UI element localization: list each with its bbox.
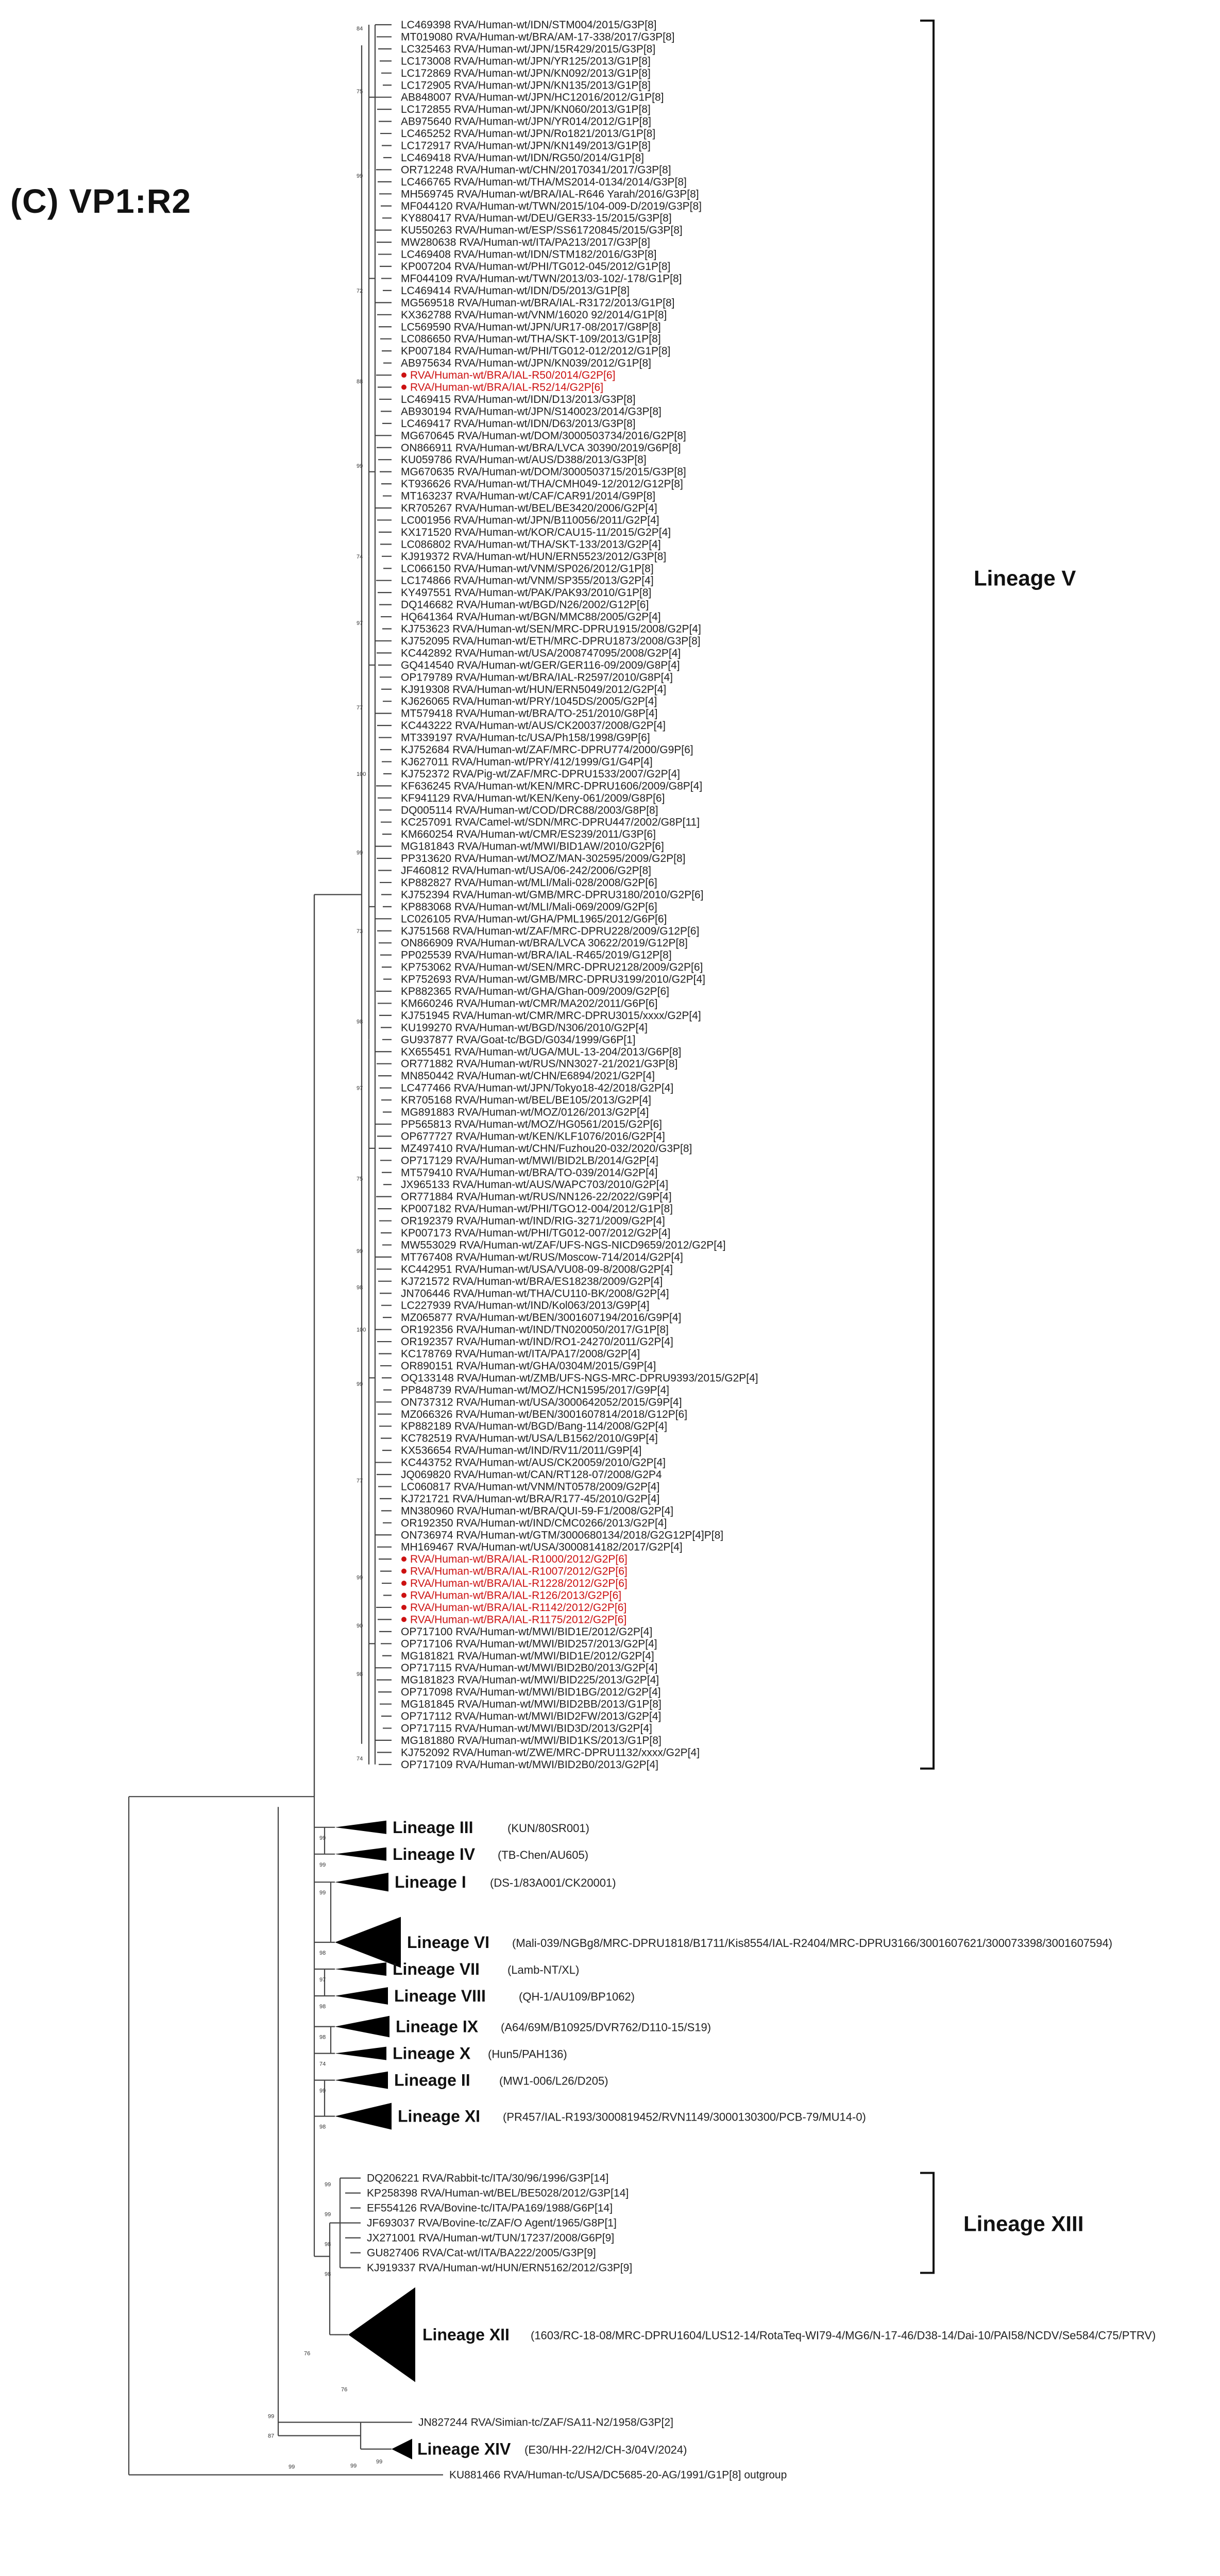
bootstrap-value: 99 [319, 1861, 326, 1868]
reference-strain-label: LC066150 RVA/Human-wt/VNM/SP026/2012/G1P[8] [401, 563, 654, 575]
reference-strain-label: LC569590 RVA/Human-wt/JPN/UR17-08/2017/G8P[8] [401, 321, 661, 333]
study-strain-marker [401, 1581, 406, 1586]
reference-strain-label: KC443222 RVA/Human-wt/AUS/CK20037/2008/G2P[4] [401, 720, 666, 732]
reference-strain-label: DQ206221 RVA/Rabbit-tc/ITA/30/96/1996/G3P[14] [367, 2172, 609, 2184]
reference-strain-label: GU827406 RVA/Cat-wt/ITA/BA222/2005/G3P[9] [367, 2247, 596, 2259]
reference-strain-label: KC442892 RVA/Human-wt/USA/2008747095/2008/G2P[4] [401, 647, 681, 659]
reference-strain-label: KJ752394 RVA/Human-wt/GMB/MRC-DPRU3180/2010/G2P[6] [401, 889, 704, 901]
reference-strain-label: OQ133148 RVA/Human-wt/ZMB/UFS-NGS-MRC-DPRU9393/2015/G2P[4] [401, 1372, 758, 1384]
lineage-v-bracket [920, 21, 934, 1769]
reference-strain-label: MG181821 RVA/Human-wt/MWI/BID1E/2012/G2P[4] [401, 1650, 654, 1662]
reference-strain-label: KP007204 RVA/Human-wt/PHI/TG012-045/2012/G1P[8] [401, 261, 671, 273]
study-strain-label: RVA/Human-wt/BRA/IAL-R126/2013/G2P[6] [410, 1589, 622, 1602]
reference-strain-label: HQ641364 RVA/Human-wt/BGN/MMC88/2005/G2P[4] [401, 611, 661, 623]
bootstrap-value: 99 [350, 2463, 357, 2469]
reference-strain-label: MH169467 RVA/Human-wt/USA/3000814182/2017/G2P[4] [401, 1541, 683, 1553]
reference-strain-label: LC174866 RVA/Human-wt/VNM/SP355/2013/G2P[4] [401, 574, 654, 587]
bootstrap-value: 90 [357, 1623, 363, 1630]
reference-strain-label: MT579418 RVA/Human-wt/BRA/TO-251/2010/G8P[4] [401, 707, 658, 720]
bootstrap-value: 99 [319, 1890, 326, 1896]
reference-strain-label: MG181843 RVA/Human-wt/MWI/BID1AW/2010/G2P[6] [401, 840, 664, 853]
reference-strain-label: PP313620 RVA/Human-wt/MOZ/MAN-302595/2009/G2P[8] [401, 853, 686, 865]
reference-strain-label: KC443752 RVA/Human-wt/AUS/CK20059/2010/G2P[4] [401, 1456, 666, 1469]
bootstrap-value: 99 [357, 173, 363, 180]
reference-strain-label: KJ721572 RVA/Human-wt/BRA/ES18238/2009/G2P[4] [401, 1275, 663, 1287]
reference-strain-label: MT163237 RVA/Human-wt/CAF/CAR91/2014/G9P[8] [401, 490, 656, 502]
clade-name: Lineage X [393, 2044, 471, 2063]
reference-strain-label: GQ414540 RVA/Human-wt/GER/GER116-09/2009/G8P[4] [401, 659, 680, 671]
clade-name: Lineage VI [407, 1933, 490, 1952]
reference-strain-label: LC227939 RVA/Human-wt/IND/Kol063/2013/G9P[4] [401, 1299, 650, 1312]
reference-strain-label: KF941129 RVA/Human-wt/KEN/Keny-061/2009/G8P[6] [401, 792, 665, 804]
reference-strain-label: OP717109 RVA/Human-wt/MWI/BID2B0/2013/G2P[4] [401, 1758, 658, 1771]
reference-strain-label: LC469398 RVA/Human-wt/IDN/STM004/2015/G3P[8] [401, 19, 657, 31]
bootstrap-value: 98 [357, 1671, 363, 1677]
reference-strain-label: LC060817 RVA/Human-wt/VNM/NT0578/2009/G2P[4] [401, 1481, 660, 1493]
collapsed-clade-triangle [335, 1848, 386, 1861]
collapsed-clade-triangle [335, 2016, 389, 2038]
bootstrap-value: 74 [319, 2061, 326, 2067]
reference-strain-label: KC178769 RVA/Human-wt/ITA/PA17/2008/G2P[4] [401, 1348, 640, 1360]
reference-strain-label: KP753062 RVA/Human-wt/SEN/MRC-DPRU2128/2009/G2P[6] [401, 961, 703, 974]
clade-name: Lineage XIV [417, 2439, 511, 2459]
collapsed-clade-triangle [335, 2047, 386, 2060]
reference-strain-label: JF460812 RVA/Human-wt/USA/06-242/2006/G2P[8] [401, 865, 651, 877]
bootstrap-value: 98 [325, 2241, 331, 2248]
reference-strain-label: MT019080 RVA/Human-wt/BRA/AM-17-338/2017/G3P[8] [401, 31, 675, 43]
bootstrap-value: 99 [357, 1381, 363, 1388]
reference-strain-label: OR890151 RVA/Human-wt/GHA/0304M/2015/G9P[4] [401, 1360, 656, 1372]
reference-strain-label: KR705168 RVA/Human-wt/BEL/BE105/2013/G2P[4] [401, 1094, 652, 1107]
collapsed-clade-triangle [335, 2103, 392, 2130]
clade-representatives: (1603/RC-18-08/MRC-DPRU1604/LUS12-14/RotaTeq-WI79-4/MG6/N-17-46/D38-14/Dai-10/PAI58/NCDV/Se584/C75/PTRV) [531, 2329, 1156, 2342]
collapsed-clade-triangle [335, 1962, 386, 1976]
reference-strain-label: LC469418 RVA/Human-wt/IDN/RG50/2014/G1P[8] [401, 151, 644, 164]
bootstrap-value: 98 [319, 2034, 326, 2041]
study-strain-label: RVA/Human-wt/BRA/IAL-R52/14/G2P[6] [410, 381, 604, 394]
reference-strain-label: LC469415 RVA/Human-wt/IDN/D13/2013/G3P[8] [401, 393, 636, 405]
reference-strain-label: MG181845 RVA/Human-wt/MWI/BID2BB/2013/G1P[8] [401, 1698, 662, 1710]
collapsed-clade-triangle [335, 1821, 386, 1834]
reference-strain-label: LC172869 RVA/Human-wt/JPN/KN092/2013/G1P[8] [401, 67, 651, 79]
reference-strain-label: MN850442 RVA/Human-wt/CHN/E6894/2021/G2P[4] [401, 1070, 655, 1082]
reference-strain-label: ON736974 RVA/Human-wt/GTM/3000680134/2018/G2G12P[4]P[8] [401, 1529, 724, 1541]
reference-strain-label: KJ753623 RVA/Human-wt/SEN/MRC-DPRU1915/2008/G2P[4] [401, 623, 701, 635]
study-strain-label: RVA/Human-wt/BRA/IAL-R1142/2012/G2P[6] [410, 1601, 627, 1614]
reference-strain-label: KC257091 RVA/Camel-wt/SDN/MRC-DPRU447/2002/G8P[11] [401, 816, 700, 828]
collapsed-clade-triangle [392, 2439, 412, 2460]
reference-strain-label: KJ752095 RVA/Human-wt/ETH/MRC-DPRU1873/2008/G3P[8] [401, 635, 701, 647]
bootstrap-value: 75 [357, 1176, 363, 1182]
reference-strain-label: KP882189 RVA/Human-wt/BGD/Bang-114/2008/G2P[4] [401, 1420, 668, 1433]
bootstrap-value: 98 [319, 1950, 326, 1956]
clade-name: Lineage IV [393, 1844, 476, 1863]
bootstrap-value: 88 [357, 378, 363, 385]
reference-strain-label: AB930194 RVA/Human-wt/JPN/S140023/2014/G3P[8] [401, 405, 662, 418]
reference-strain-label: ON866909 RVA/Human-wt/BRA/LVCA 30622/2019/G12P[8] [401, 937, 688, 950]
reference-strain-label: MG569518 RVA/Human-wt/BRA/IAL-R3172/2013/G1P[8] [401, 297, 675, 309]
reference-strain-label: KU550263 RVA/Human-wt/ESP/SS61720845/2015/G3P[8] [401, 224, 683, 236]
reference-strain-label: KJ751568 RVA/Human-wt/ZAF/MRC-DPRU228/2009/G12P[6] [401, 925, 700, 937]
reference-strain-label: OP717098 RVA/Human-wt/MWI/BID1BG/2012/G2P[4] [401, 1686, 661, 1699]
reference-strain-label: JN706446 RVA/Human-wt/THA/CU110-BK/2008/G2P[4] [401, 1287, 669, 1300]
clade-representatives: (KUN/80SR001) [507, 1821, 589, 1835]
reference-strain-label: KJ627011 RVA/Human-wt/PRY/412/1999/G1/G4P[4] [401, 756, 653, 768]
bootstrap-value: 99 [357, 463, 363, 469]
reference-strain-label: PP848739 RVA/Human-wt/MOZ/HCN1595/2017/G9P[4] [401, 1384, 669, 1396]
reference-strain-label: MT579410 RVA/Human-wt/BRA/TO-039/2014/G2P[4] [401, 1166, 658, 1179]
reference-strain-label: LC466765 RVA/Human-wt/THA/MS2014-0134/2014/G3P[8] [401, 176, 687, 188]
reference-strain-label: MW280638 RVA/Human-wt/ITA/PA213/2017/G3P[8] [401, 236, 651, 249]
reference-strain-label: KJ752092 RVA/Human-wt/ZWE/MRC-DPRU1132/xxxx/G2P[4] [401, 1747, 700, 1759]
bootstrap-value: 76 [304, 2350, 311, 2357]
study-strain-marker [401, 1569, 406, 1574]
bootstrap-value: 74 [357, 553, 363, 560]
lineage-v-label: Lineage V [974, 566, 1076, 590]
reference-strain-label: MG670635 RVA/Human-wt/DOM/3000503715/2015/G3P[8] [401, 466, 686, 478]
bootstrap-value: 99 [325, 2181, 331, 2188]
reference-strain-label: KJ721721 RVA/Human-wt/BRA/R177-45/2010/G2P[4] [401, 1493, 660, 1505]
collapsed-clade-triangle [335, 1873, 388, 1891]
reference-strain-label: MT767408 RVA/Human-wt/RUS/Moscow-714/2014/G2P[4] [401, 1251, 683, 1263]
reference-strain-label: OP717106 RVA/Human-wt/MWI/BID257/2013/G2P[4] [401, 1638, 657, 1650]
clade-name: Lineage VIII [394, 1987, 486, 2005]
reference-strain-label: KU199270 RVA/Human-wt/BGD/N306/2010/G2P[4] [401, 1022, 648, 1034]
reference-strain-label: KJ752684 RVA/Human-wt/ZAF/MRC-DPRU774/2000/G9P[6] [401, 744, 693, 756]
reference-strain-label: KX171520 RVA/Human-wt/KOR/CAU15-11/2015/G2P[4] [401, 526, 671, 538]
reference-strain-label: OP717112 RVA/Human-wt/MWI/BID2FW/2013/G2P[4] [401, 1710, 662, 1722]
bootstrap-value: 99 [357, 1574, 363, 1581]
reference-strain-label: OR771884 RVA/Human-wt/RUS/NN126-22/2022/G9P[4] [401, 1191, 672, 1203]
reference-strain-label: JN827244 RVA/Simian-tc/ZAF/SA11-N2/1958/G3P[2] [418, 2416, 673, 2429]
reference-strain-label: KT936626 RVA/Human-wt/THA/CMH049-12/2012/G12P[8] [401, 478, 683, 490]
clade-representatives: (Lamb-NT/XL) [507, 1963, 580, 1976]
study-strain-marker [401, 1605, 406, 1610]
bootstrap-value: 97 [357, 1085, 363, 1092]
collapsed-clade-triangle [348, 2287, 415, 2382]
bootstrap-value: 98 [357, 1019, 363, 1025]
lineage-xiii-bracket [920, 2173, 934, 2273]
reference-strain-label: MZ065877 RVA/Human-wt/BEN/3001607194/2016/G9P[4] [401, 1312, 682, 1324]
reference-strain-label: KY880417 RVA/Human-wt/DEU/GER33-15/2015/G3P[8] [401, 212, 672, 225]
reference-strain-label: LC465252 RVA/Human-wt/JPN/Ro1821/2013/G1P[8] [401, 128, 656, 140]
reference-strain-label: MZ497410 RVA/Human-wt/CHN/Fuzhou20-032/2020/G3P[8] [401, 1142, 692, 1155]
bootstrap-value: 98 [357, 1284, 363, 1291]
collapsed-clade-triangle [335, 2072, 388, 2089]
bootstrap-value: 76 [341, 2386, 348, 2393]
reference-strain-label: EF554126 RVA/Bovine-tc/ITA/PA169/1988/G6P[14] [367, 2202, 613, 2214]
reference-strain-label: KY497551 RVA/Human-wt/PAK/PAK93/2010/G1P[8] [401, 587, 652, 599]
reference-strain-label: PP565813 RVA/Human-wt/MOZ/HG0561/2015/G2P[6] [401, 1118, 662, 1130]
reference-strain-label: LC173008 RVA/Human-wt/JPN/YR125/2013/G1P[8] [401, 55, 651, 67]
reference-strain-label: ON737312 RVA/Human-wt/USA/3000642052/2015/G9P[4] [401, 1396, 682, 1409]
reference-strain-label: OR192379 RVA/Human-wt/IND/RIG-3271/2009/G2P[4] [401, 1215, 665, 1227]
collapsed-clade-triangle [335, 1917, 401, 1968]
reference-strain-label: LC325463 RVA/Human-wt/JPN/15R429/2015/G3P[8] [401, 43, 656, 55]
reference-strain-label: OP717129 RVA/Human-wt/MWI/BID2LB/2014/G2P[4] [401, 1155, 658, 1167]
reference-strain-label: LC477466 RVA/Human-wt/JPN/Tokyo18-42/2018/G2P[4] [401, 1082, 674, 1094]
outgroup-label: KU881466 RVA/Human-tc/USA/DC5685-20-AG/1991/G1P[8] outgroup [449, 2469, 787, 2481]
reference-strain-label: DQ005114 RVA/Human-wt/COD/DRC88/2003/G8P[8] [401, 804, 658, 817]
bootstrap-value: 99 [319, 1835, 326, 1841]
reference-strain-label: MW553029 RVA/Human-wt/ZAF/UFS-NGS-NICD9659/2012/G2P[4] [401, 1239, 726, 1251]
reference-strain-label: KP007182 RVA/Human-wt/PHI/TGO12-004/2012/G1P[8] [401, 1203, 673, 1215]
study-strain-label: RVA/Human-wt/BRA/IAL-R1175/2012/G2P[6] [410, 1614, 627, 1626]
reference-strain-label: KF636245 RVA/Human-wt/KEN/MRC-DPRU1606/2009/G8P[4] [401, 780, 703, 792]
bootstrap-value: 87 [268, 2433, 275, 2439]
reference-strain-label: JX271001 RVA/Human-wt/TUN/17237/2008/G6P[9] [367, 2232, 615, 2244]
tree-labels [155, 19, 1156, 2576]
reference-strain-label: KP882827 RVA/Human-wt/MLI/Mali-028/2008/G2P[6] [401, 876, 657, 889]
reference-strain-label: MG181823 RVA/Human-wt/MWI/BID225/2013/G2P[4] [401, 1674, 659, 1686]
bootstrap-value: 77 [357, 1478, 363, 1484]
study-strain-marker [401, 1617, 406, 1622]
reference-strain-label: MF044120 RVA/Human-wt/TWN/2015/104-009-D/2019/G3P[8] [401, 200, 702, 212]
clade-name: Lineage XII [422, 2325, 510, 2344]
reference-strain-label: AB848007 RVA/Human-wt/JPN/HC12016/2012/G1P[8] [401, 91, 664, 104]
bootstrap-value: 72 [357, 287, 363, 294]
reference-strain-label: KP007173 RVA/Human-wt/PHI/TG012-007/2012/G2P[4] [401, 1227, 671, 1239]
clade-name: Lineage I [395, 1873, 466, 1892]
bootstrap-value: 75 [357, 88, 363, 95]
bootstrap-value: 77 [357, 704, 363, 711]
bootstrap-value: 99 [268, 2413, 275, 2420]
reference-strain-label: OP717100 RVA/Human-wt/MWI/BID1E/2012/G2P[4] [401, 1625, 653, 1638]
reference-strain-label: KM660246 RVA/Human-wt/CMR/MA202/2011/G6P[6] [401, 997, 658, 1010]
reference-strain-label: KJ919337 RVA/Human-wt/HUN/ERN5162/2012/G3P[9] [367, 2262, 633, 2274]
bootstrap-value: 97 [357, 620, 363, 626]
reference-strain-label: MT339197 RVA/Human-tc/USA/Ph158/1998/G9P[6] [401, 732, 650, 744]
clade-representatives: (PR457/IAL-R193/3000819452/RVN1149/3000130300/PCB-79/MU14-0) [503, 2110, 866, 2124]
reference-strain-label: PP025539 RVA/Human-wt/BRA/IAL-R465/2019/G12P[8] [401, 949, 672, 961]
reference-strain-label: JX965133 RVA/Human-wt/AUS/WAPC703/2010/G2P[4] [401, 1179, 669, 1191]
bootstrap-value: 99 [289, 2464, 295, 2470]
reference-strain-label: KJ919308 RVA/Human-wt/HUN/ERN5049/2012/G2P[4] [401, 683, 667, 696]
clade-representatives: (Mali-039/NGBg8/MRC-DPRU1818/B1711/Kis8554/IAL-R2404/MRC-DPRU3166/3001607621/300073398/3001607594) [512, 1937, 1113, 1950]
reference-strain-label: OP677727 RVA/Human-wt/KEN/KLF1076/2016/G2P[4] [401, 1130, 665, 1143]
clade-representatives: (A64/69M/B10925/DVR762/D110-15/S19) [501, 2021, 711, 2034]
reference-strain-label: MF044109 RVA/Human-wt/TWN/2013/03-102/-178/G1P[8] [401, 273, 682, 285]
bootstrap-value: 97 [319, 1977, 326, 1983]
clade-representatives: (E30/HH-22/H2/CH-3/04V/2024) [524, 2443, 687, 2456]
reference-strain-label: JF693037 RVA/Bovine-tc/ZAF/O Agent/1965/G8P[1] [367, 2217, 617, 2229]
collapsed-clade-triangle [335, 1987, 388, 2005]
study-strain-marker [401, 372, 406, 378]
reference-strain-label: OR192356 RVA/Human-wt/IND/TN020050/2017/G1P[8] [401, 1324, 669, 1336]
reference-strain-label: KP882365 RVA/Human-wt/GHA/Ghan-009/2009/G2P[6] [401, 986, 670, 997]
study-strain-marker [401, 1593, 406, 1598]
bootstrap-value: 98 [319, 2004, 326, 2010]
bootstrap-value: 84 [357, 26, 363, 32]
reference-strain-label: OP717115 RVA/Human-wt/MWI/BID3D/2013/G2P[4] [401, 1722, 652, 1735]
reference-strain-label: LC026105 RVA/Human-wt/GHA/PML1965/2012/G6P[6] [401, 913, 667, 925]
reference-strain-label: LC001956 RVA/Human-wt/JPN/B110056/2011/G2P[4] [401, 514, 659, 527]
reference-strain-label: LC086650 RVA/Human-wt/THA/SKT-109/2013/G1P[8] [401, 333, 661, 345]
study-strain-marker [401, 1556, 406, 1562]
reference-strain-label: MG181880 RVA/Human-wt/MWI/BID1KS/2013/G1P[8] [401, 1734, 662, 1747]
bootstrap-value: 73 [357, 928, 363, 935]
study-strain-label: RVA/Human-wt/BRA/IAL-R1228/2012/G2P[6] [410, 1578, 628, 1590]
clade-representatives: (DS-1/83A001/CK20001) [490, 1876, 616, 1890]
clade-representatives: (QH-1/AU109/BP1062) [519, 1990, 635, 2003]
reference-strain-label: OP717115 RVA/Human-wt/MWI/BID2B0/2013/G2P[4] [401, 1662, 658, 1674]
reference-strain-label: OP179789 RVA/Human-wt/BRA/IAL-R2597/2010/G8P[4] [401, 671, 673, 684]
clade-name: Lineage II [394, 2071, 470, 2090]
reference-strain-label: KM660254 RVA/Human-wt/CMR/ES239/2011/G3P[6] [401, 828, 656, 841]
study-strain-label: RVA/Human-wt/BRA/IAL-R50/2014/G2P[6] [410, 369, 616, 382]
reference-strain-label: AB975640 RVA/Human-wt/JPN/YR014/2012/G1P[8] [401, 115, 651, 128]
bootstrap-value: 98 [325, 2271, 331, 2278]
reference-strain-label: KX655451 RVA/Human-wt/UGA/MUL-13-204/2013/G6P[8] [401, 1046, 682, 1058]
reference-strain-label: MG670645 RVA/Human-wt/DOM/3000503734/2016/G2P[8] [401, 430, 686, 442]
reference-strain-label: LC469408 RVA/Human-wt/IDN/STM182/2016/G3P[8] [401, 248, 657, 261]
clade-representatives: (Hun5/PAH136) [488, 2047, 567, 2061]
clade-name: Lineage IX [396, 2017, 479, 2036]
reference-strain-label: JQ069820 RVA/Human-wt/CAN/RT128-07/2008/G2P4 [401, 1469, 662, 1481]
reference-strain-label: KP752693 RVA/Human-wt/GMB/MRC-DPRU3199/2010/G2P[4] [401, 973, 705, 986]
reference-strain-label: MH569745 RVA/Human-wt/BRA/IAL-R646 Yarah/2016/G3P[8] [401, 188, 699, 200]
clade-name: Lineage XI [398, 2107, 481, 2126]
reference-strain-label: OR192357 RVA/Human-wt/IND/RO1-24270/2011/G2P[4] [401, 1336, 673, 1348]
reference-strain-label: LC172905 RVA/Human-wt/JPN/KN135/2013/G1P[8] [401, 79, 651, 92]
reference-strain-label: KC442951 RVA/Human-wt/USA/VU08-09-8/2008/G2P[4] [401, 1263, 673, 1276]
bootstrap-value: 99 [357, 850, 363, 856]
reference-strain-label: MZ066326 RVA/Human-wt/BEN/3001607814/2018/G12P[6] [401, 1408, 688, 1420]
reference-strain-label: KJ751945 RVA/Human-wt/CMR/MRC-DPRU3015/xxxx/G2P[4] [401, 1009, 701, 1022]
reference-strain-label: KX362788 RVA/Human-wt/VNM/16020 92/2014/G1P[8] [401, 309, 667, 321]
reference-strain-label: LC469417 RVA/Human-wt/IDN/D63/2013/G3P[8] [401, 417, 636, 430]
reference-strain-label: KJ919372 RVA/Human-wt/HUN/ERN5523/2012/G3P[8] [401, 550, 667, 563]
bootstrap-value: 100 [357, 1327, 366, 1333]
study-strain-label: RVA/Human-wt/BRA/IAL-R1007/2012/G2P[6] [410, 1565, 628, 1578]
lineage-xiii-label: Lineage XIII [963, 2211, 1084, 2236]
panel-title: (C) VP1:R2 [10, 182, 192, 220]
reference-strain-label: GU937877 RVA/Goat-tc/BGD/G034/1999/G6P[1] [401, 1033, 636, 1046]
reference-strain-label: LC469414 RVA/Human-wt/IDN/D5/2013/G1P[8] [401, 284, 630, 297]
reference-strain-label: OR771882 RVA/Human-wt/RUS/NN3027-21/2021/G3P[8] [401, 1058, 678, 1070]
bootstrap-value: 100 [357, 771, 366, 777]
bootstrap-value: 74 [357, 1756, 363, 1762]
reference-strain-label: LC086802 RVA/Human-wt/THA/SKT-133/2013/G2P[4] [401, 538, 661, 551]
clade-name: Lineage III [393, 1818, 473, 1837]
reference-strain-label: MN380960 RVA/Human-wt/BRA/QUI-59-F1/2008/G2P[4] [401, 1505, 674, 1517]
reference-strain-label: KP007184 RVA/Human-wt/PHI/TG012-012/2012/G1P[8] [401, 345, 671, 358]
reference-strain-label: KP883068 RVA/Human-wt/MLI/Mali-069/2009/G2P[6] [401, 901, 657, 913]
reference-strain-label: AB975634 RVA/Human-wt/JPN/KN039/2012/G1P[8] [401, 357, 651, 369]
bootstrap-value: 98 [319, 2124, 326, 2130]
bootstrap-value: 99 [357, 1248, 363, 1255]
clade-name: Lineage VII [393, 1960, 480, 1978]
study-strain-label: RVA/Human-wt/BRA/IAL-R1000/2012/G2P[6] [410, 1553, 628, 1566]
reference-strain-label: MG891883 RVA/Human-wt/MOZ/0126/2013/G2P[4] [401, 1106, 649, 1118]
clade-representatives: (TB-Chen/AU605) [498, 1848, 589, 1861]
reference-strain-label: KU059786 RVA/Human-wt/AUS/D388/2013/G3P[8] [401, 454, 647, 466]
reference-strain-label: KX536654 RVA/Human-wt/IND/RV11/2011/G9P[4] [401, 1445, 642, 1457]
study-strain-marker [401, 385, 406, 390]
reference-strain-label: KR705267 RVA/Human-wt/BEL/BE3420/2006/G2P[4] [401, 502, 657, 514]
bootstrap-value: 99 [325, 2211, 331, 2218]
reference-strain-label: KP258398 RVA/Human-wt/BEL/BE5028/2012/G3P[14] [367, 2187, 629, 2199]
reference-strain-label: OR192350 RVA/Human-wt/IND/CMC0266/2013/G2P[4] [401, 1517, 667, 1529]
reference-strain-label: KJ752372 RVA/Pig-wt/ZAF/MRC-DPRU1533/2007/G2P[4] [401, 768, 680, 780]
bootstrap-value: 99 [319, 2088, 326, 2094]
reference-strain-label: KJ626065 RVA/Human-wt/PRY/1045DS/2005/G2P[4] [401, 696, 657, 708]
bootstrap-value: 99 [376, 2459, 383, 2465]
reference-strain-label: DQ146682 RVA/Human-wt/BGD/N26/2002/G12P[6] [401, 599, 649, 611]
reference-strain-label: LC172855 RVA/Human-wt/JPN/KN060/2013/G1P[8] [401, 104, 651, 116]
reference-strain-label: KC782519 RVA/Human-wt/USA/LB1562/2010/G9P[4] [401, 1432, 658, 1445]
clade-representatives: (MW1-006/L26/D205) [499, 2074, 608, 2088]
reference-strain-label: ON866911 RVA/Human-wt/BRA/LVCA 30390/2019/G6P[8] [401, 442, 681, 454]
reference-strain-label: LC172917 RVA/Human-wt/JPN/KN149/2013/G1P[8] [401, 140, 651, 152]
reference-strain-label: OR712248 RVA/Human-wt/CHN/20170341/2017/G3P[8] [401, 164, 671, 176]
